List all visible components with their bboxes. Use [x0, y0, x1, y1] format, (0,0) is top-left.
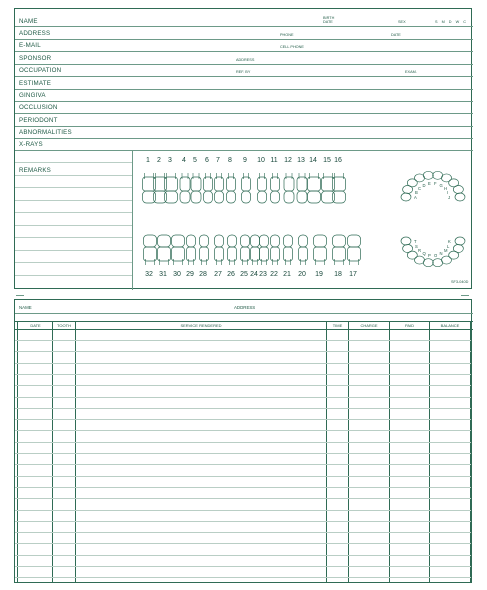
ledger-row-line: [15, 487, 471, 488]
lower-tooth: [251, 235, 260, 265]
remarks-line: [15, 262, 132, 263]
sponsor-address-label: ADDRESS: [236, 58, 255, 62]
upper-tooth-number: 9: [243, 157, 247, 164]
upper-tooth: [180, 173, 190, 203]
upper-tooth: [284, 173, 294, 203]
remarks-label: REMARKS: [19, 167, 51, 174]
upper-tooth-number: 8: [228, 157, 232, 164]
lower-tooth-number: 24: [250, 271, 258, 278]
col-paid-header: PAID: [404, 323, 415, 328]
lower-tooth: [299, 235, 308, 265]
upper-tooth: [204, 173, 213, 203]
col-date-header: DATE: [30, 323, 41, 328]
upper-tooth: [308, 173, 321, 203]
ledger-address-label: ADDRESS: [234, 305, 256, 310]
address-label: ADDRESS: [19, 30, 51, 37]
lower-tooth: [215, 235, 224, 265]
upper-tooth-number: 7: [216, 157, 220, 164]
upper-tooth-number: 6: [205, 157, 209, 164]
lower-tooth-number: 27: [214, 271, 222, 278]
occlusion-label: OCCLUSION: [19, 104, 58, 111]
primary-upper-letter: E: [428, 181, 431, 187]
treatment-ledger-card: [14, 299, 472, 583]
primary-upper-letter: C: [417, 186, 421, 191]
ledger-row-line: [15, 419, 471, 420]
lower-tooth: [333, 235, 346, 265]
ledger-row-line: [15, 521, 471, 522]
ref-by-label: REF. BY: [236, 70, 251, 74]
col-service-header: SERVICE RENDERED: [180, 323, 222, 328]
primary-lower-letter: L: [446, 243, 450, 249]
primary-lower-letter: N: [439, 251, 443, 257]
primary-upper-letter: J: [448, 195, 451, 200]
row-rule: [15, 89, 473, 90]
upper-tooth-number: 14: [309, 157, 317, 164]
lower-tooth: [172, 235, 185, 265]
row-rule: [15, 113, 473, 114]
remarks-line: [15, 187, 132, 188]
upper-tooth-number: 11: [270, 157, 278, 164]
upper-tooth: [227, 173, 236, 203]
upper-tooth-number: 12: [284, 157, 292, 164]
marital-status-label: S M D W C: [435, 20, 468, 24]
ledger-row-line: [15, 363, 471, 364]
lower-tooth: [241, 235, 250, 265]
upper-tooth-number: 13: [297, 157, 305, 164]
ledger-row-line: [15, 408, 471, 409]
birth-label: BIRTH: [323, 16, 335, 20]
ledger-row-line: [15, 566, 471, 567]
gingiva-label: GINGIVA: [19, 92, 46, 99]
row-rule: [15, 39, 473, 40]
name-label: NAME: [19, 18, 38, 25]
estimate-label: ESTIMATE: [19, 80, 52, 87]
remarks-line: [15, 200, 132, 201]
lower-tooth: [200, 235, 209, 265]
upper-tooth: [191, 173, 201, 203]
lower-tooth-number: 19: [315, 271, 323, 278]
lower-tooth: [284, 235, 293, 265]
primary-lower-letter: P: [428, 252, 431, 258]
sponsor-label: SPONSOR: [19, 55, 52, 62]
sex-label: SEX: [398, 20, 406, 24]
primary-upper-letter: G: [439, 182, 443, 188]
abnormalities-label: ABNORMALITIES: [19, 129, 72, 136]
primary-lower-letter: R: [417, 247, 421, 253]
primary-upper-letter: H: [444, 186, 448, 191]
ledger-name-label: NAME: [19, 305, 32, 310]
remarks-line: [15, 212, 132, 213]
lower-tooth: [228, 235, 237, 265]
remarks-line: [15, 275, 132, 276]
lower-tooth-number: 29: [186, 271, 194, 278]
upper-tooth-number: 16: [334, 157, 342, 164]
lower-tooth-number: 17: [349, 271, 357, 278]
lower-tooth: [158, 235, 171, 265]
primary-lower-letter: Q: [422, 251, 426, 257]
lower-tooth-number: 18: [334, 271, 342, 278]
ledger-row-line: [15, 385, 471, 386]
row-rule: [15, 64, 473, 65]
primary-lower-letter: M: [444, 247, 448, 253]
ledger-row-line: [15, 577, 471, 578]
primary-upper-letter: D: [422, 182, 426, 188]
lower-tooth-number: 23: [259, 271, 267, 278]
email-label: E-MAIL: [19, 42, 41, 49]
perforation-mark: [461, 295, 469, 296]
ledger-row-line: [15, 464, 471, 465]
ledger-row-line: [15, 442, 471, 443]
col-balance-header: BALANCE: [440, 323, 460, 328]
upper-tooth-number: 5: [193, 157, 197, 164]
row-rule: [15, 51, 473, 52]
cell-phone-label: CELL PHONE: [280, 45, 304, 49]
primary-lower-letter: T: [414, 239, 417, 244]
upper-tooth-number: 15: [323, 157, 331, 164]
lower-tooth: [314, 235, 327, 265]
upper-tooth-number: 4: [182, 157, 186, 164]
primary-lower-letter: O: [433, 252, 438, 258]
upper-tooth-number: 3: [168, 157, 172, 164]
phone-label: PHONE: [280, 33, 294, 37]
row-rule: [15, 126, 473, 127]
upper-tooth: [215, 173, 224, 203]
occupation-label: OCCUPATION: [19, 67, 62, 74]
primary-upper-letter: A: [414, 195, 417, 200]
ledger-row-line: [15, 430, 471, 431]
row-rule: [15, 76, 473, 77]
header-top-rule: [15, 321, 473, 322]
lower-tooth-number: 32: [145, 271, 153, 278]
lower-tooth-number: 20: [298, 271, 306, 278]
ledger-row-line: [15, 498, 471, 499]
primary-lower-letter: S: [415, 243, 418, 249]
lower-tooth: [348, 235, 361, 265]
lower-tooth: [271, 235, 280, 265]
ledger-row-line: [15, 555, 471, 556]
primary-upper-letter: I: [446, 190, 449, 196]
exam-label: EXAM.: [405, 70, 417, 74]
birth-date-label: DATE: [323, 20, 333, 24]
row-rule: [15, 26, 473, 27]
remarks-line: [15, 225, 132, 226]
primary-lower-letter: K: [448, 239, 451, 244]
lower-tooth: [260, 235, 269, 265]
xrays-label: X-RAYS: [19, 141, 43, 148]
primary-upper-letter: F: [433, 181, 437, 187]
remarks-line: [15, 250, 132, 251]
lower-tooth-number: 30: [173, 271, 181, 278]
lower-tooth-number: 28: [199, 271, 207, 278]
row-rule: [15, 101, 473, 102]
ledger-row-line: [15, 510, 471, 511]
lower-tooth: [144, 235, 157, 265]
row-rule: [15, 138, 473, 139]
ledger-row-line: [15, 543, 471, 544]
upper-tooth: [271, 173, 280, 203]
remarks-line: [15, 237, 132, 238]
upper-tooth: [297, 173, 307, 203]
lower-tooth-number: 21: [283, 271, 291, 278]
header-bottom-rule: [15, 329, 473, 330]
perforation-mark: [16, 295, 24, 296]
upper-tooth-number: 10: [257, 157, 265, 164]
periodont-label: PERIODONT: [19, 117, 58, 124]
col-tooth-header: TOOTH: [57, 323, 71, 328]
upper-tooth-number: 2: [157, 157, 161, 164]
lower-tooth: [187, 235, 196, 265]
upper-tooth-number: 1: [146, 157, 150, 164]
ledger-row-line: [15, 340, 471, 341]
upper-tooth: [242, 173, 251, 203]
col-charge-header: CHARGE: [360, 323, 378, 328]
ledger-row-line: [15, 374, 471, 375]
lower-tooth-number: 25: [240, 271, 248, 278]
remarks-line: [15, 162, 132, 163]
ledger-row-line: [15, 453, 471, 454]
ledger-row-line: [15, 397, 471, 398]
ledger-row-line: [15, 351, 471, 352]
tooth-chart: [132, 151, 474, 290]
date-label: DATE: [391, 33, 401, 37]
form-code: SF3-040D: [451, 280, 469, 284]
tooth-chart-drawing: [133, 151, 473, 290]
col-time-header: TIME: [332, 323, 343, 328]
ledger-row-line: [15, 476, 471, 477]
patient-info-card: [14, 8, 472, 289]
lower-tooth-number: 31: [159, 271, 167, 278]
remarks-line: [15, 175, 132, 176]
ledger-row-line: [15, 532, 471, 533]
lower-tooth-number: 26: [227, 271, 235, 278]
upper-tooth: [258, 173, 267, 203]
primary-upper-letter: B: [415, 190, 418, 196]
row-rule: [15, 313, 473, 314]
lower-tooth-number: 22: [270, 271, 278, 278]
